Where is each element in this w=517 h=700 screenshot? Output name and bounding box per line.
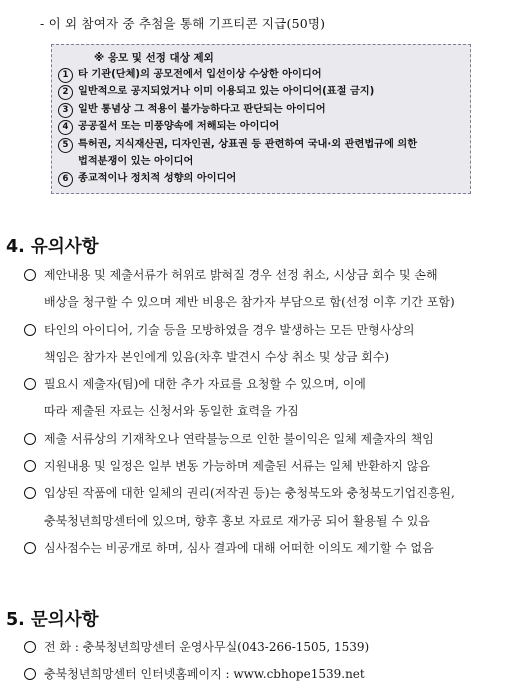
gifticon-line: - 이 외 참여자 중 추첨을 통해 기프티콘 지급(50명) [40,16,326,31]
contact-item [24,634,504,661]
notice-item-line: 제출 서류상의 기재착오나 연락불능으로 인한 불이익은 일체 제출자의 책임 [44,431,434,446]
notice-item-text [44,480,455,535]
circle-bullet-icon [24,641,36,653]
notice-item-text [44,371,366,426]
notice-item-line: 충북청년희망센터에 있으며, 향후 홍보 자료로 재가공 되어 활용될 수 있음 [44,513,430,528]
notice-list [24,262,504,562]
notice-item [24,371,504,426]
circle-bullet-icon [24,433,36,445]
circled-number: 3 [58,103,73,118]
circle-bullet-icon [24,542,36,554]
contact-item-text [44,661,365,688]
circle-bullet-icon [24,460,36,472]
notice-item-line: 심사점수는 비공개로 하며, 심사 결과에 대해 어떠한 이의도 제기할 수 없음 [44,540,434,555]
exclusion-item [58,170,462,187]
exclusion-item-line [58,83,462,100]
notice-item-line: 타인의 아이디어, 기술 등을 모방하였을 경우 발생하는 모든 만형사상의 [44,322,415,337]
exclusion-box-title: ※ 응모 및 선정 대상 제외 [94,52,214,64]
circled-number: 4 [58,120,73,135]
contact-item-text [44,634,369,661]
circle-bullet-icon [24,269,36,281]
exclusion-item-text: 일반적으로 공지되었거나 이미 이용되고 있는 아이디어(표절 금지) [78,86,375,98]
exclusion-item-text: 종교적이나 정치적 성향의 아이디어 [78,173,237,185]
circled-number: 6 [58,172,73,187]
notice-item-text [44,535,434,562]
contact-item-line: 전 화 : 충북청년희망센터 운영사무실(043-266-1505, 1539) [44,640,370,654]
notice-item-text [44,453,430,480]
notice-item-line: 제안내용 및 제출서류가 허위로 밝혀질 경우 선정 취소, 시상금 회수 및 손해 [44,268,438,282]
exclusion-item [58,136,462,171]
contact-list [24,634,504,689]
exclusion-item-line [58,118,462,135]
exclusion-item-line [58,66,462,83]
notice-item [24,262,504,317]
exclusion-item [58,83,462,100]
notice-item [24,453,504,480]
contact-item-line: 충북청년희망센터 인터넷홈페이지 : www.cbhope1539.net [44,667,365,682]
circled-number: 2 [58,85,73,100]
exclusion-item [58,118,462,135]
notice-item-text [44,317,415,372]
exclusion-box [51,44,471,194]
notice-item-line: 입상된 작품에 대한 일체의 권리(저작권 등)는 충청북도와 충청북도기업진흥원, [44,486,455,501]
exclusion-item [58,101,462,118]
section-5-heading: 5. 문의사항 [6,610,99,630]
exclusion-item-line [58,170,462,187]
exclusion-item-line [58,101,462,118]
exclusion-item-continuation [58,153,462,170]
notice-item-line: 필요시 제출자(팀)에 대한 추가 자료를 요청할 수 있으며, 이에 [44,377,366,392]
circle-bullet-icon [24,487,36,499]
exclusion-item [58,66,462,83]
notice-item-text [44,262,455,317]
exclusion-item-line [58,136,462,153]
notice-item [24,317,504,372]
notice-item-line: 따라 제출된 자료는 신청서와 동일한 효력을 가짐 [44,404,299,419]
circle-bullet-icon [24,668,36,680]
notice-item [24,480,504,535]
exclusion-item-text: 일반 통념상 그 적용이 불가능하다고 판단되는 아이디어 [78,103,326,115]
contact-item [24,661,504,688]
notice-item-line: 지원내용 및 일정은 일부 변동 가능하며 제출된 서류는 일체 반환하지 않음 [44,459,430,474]
notice-item [24,426,504,453]
notice-item [24,535,504,562]
exclusion-item-text: 공공질서 또는 미풍양속에 저해되는 아이디어 [78,121,280,133]
notice-item-line: 배상을 청구할 수 있으며 제반 비용은 참가자 부담으로 함(선정 이후 기간 포함) [44,295,455,310]
exclusion-item-text: 특허권, 지식재산권, 디자인권, 상표권 등 관련하여 국내·외 관련법규에 의한 [78,138,418,150]
section-4-heading: 4. 유의사항 [6,237,99,257]
notice-item-line: 책임은 참가자 본인에게 있음(차후 발견시 수상 취소 및 상금 회수) [44,349,390,364]
circle-bullet-icon [24,378,36,390]
circled-number: 5 [58,138,73,153]
notice-item-text [44,426,434,453]
exclusion-list [58,66,462,188]
circle-bullet-icon [24,324,36,336]
circled-number: 1 [58,68,73,83]
exclusion-item-cont-text: 법적분쟁이 있는 아이디어 [78,156,194,168]
exclusion-item-text: 타 기관(단체)의 공모전에서 입선이상 수상한 아이디어 [78,69,322,80]
